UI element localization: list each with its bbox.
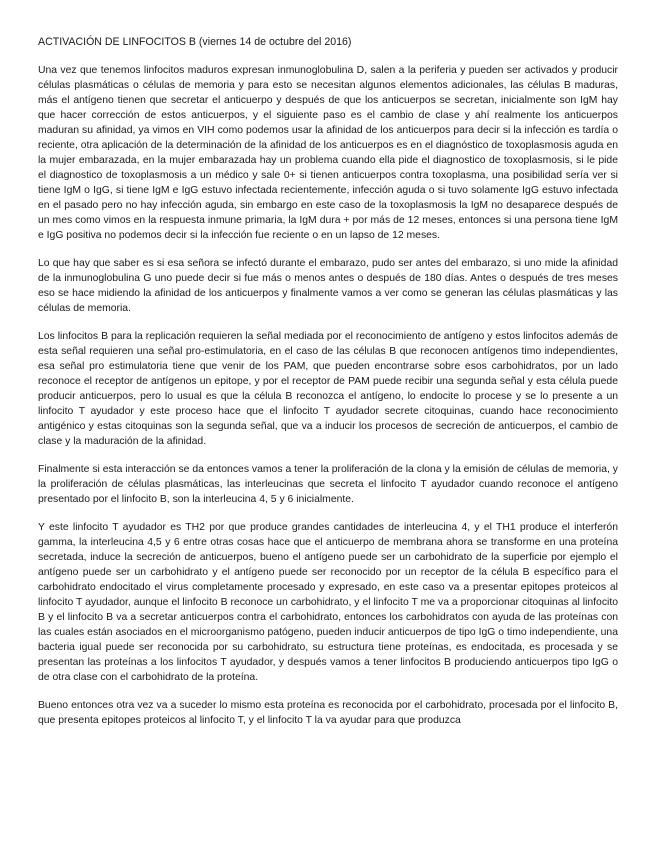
paragraph-3: Los linfocitos B para la replicación requieren la señal mediada por el reconocimiento de antígeno y estos linfocitos además de esta señal requieren una señal pro-estimulatoria, en el caso de las células B que reconocen antígenos timo independientes, esa señal pro estimulatoria tiene que venir de los PAM, que pueden encontrarse sobre esos carbohidratos, por un lado reconoce el receptor de antígenos un epitope, y por el receptor de PAM puede recibir una segunda señal y esta célula puede producir anticuerpos, pero lo usual es que la célula B reconozca el antígeno, lo endocite lo procese y se lo presente a un linfocito T ayudador y este proceso hace que el linfocito T ayudador secrete citoquinas, cuando hace reconocimiento antigénico y estas citoquinas son la segunda señal, que va a inducir los procesos de secreción de anticuerpos, el cambio de clase y la maduración de la afinidad. [38,331,618,447]
paragraph-4: Finalmente si esta interacción se da entonces vamos a tener la proliferación de la clona y la emisión de células de memoria, y la proliferación de células plasmáticas, las interleucinas que secreta el linfocito T ayudador cuando reconoce el antígeno presentado por el linfocito B, son la interleucina 4, 5 y 6 inicialmente. [38,464,618,505]
paragraph-6: Bueno entonces otra vez va a suceder lo mismo esta proteína es reconocida por el carbohidrato, procesada por el linfocito B, que presenta epitopes proteicos al linfocito T, y el linfocito T la va ayudar para que produzca [38,700,618,726]
document-title: ACTIVACIÓN DE LINFOCITOS B (viernes 14 de octubre del 2016) [38,36,352,48]
paragraph-2: Lo que hay que saber es si esa señora se infectó durante el embarazo, pudo ser antes del embarazo, si uno mide la afinidad de la inmunoglobulina G uno puede decir si fue más o menos antes o después de 180 días. Antes o después de tres meses eso se hace midiendo la afinidad de los anticuerpos y finalmente vamos a ver como se generan las células plasmáticas y las células de memoria. [38,258,618,314]
document-page [38,35,618,741]
paragraph-1: Una vez que tenemos linfocitos maduros expresan inmunoglobulina D, salen a la periferia y pueden ser activados y producir células plasmáticas o células de memoria y para esto se necesitan algunos elementos adicionales, las células B maduras, más el antígeno tienen que secretar el anticuerpo y después de que los anticuerpos se secretan, inicialmente son IgM hay que hacer corrección de estos anticuerpos, y el siguiente paso es el cambio de clase y ahí realmente los anticuerpos maduran su afinidad, ya vimos en VIH como podemos usar la afinidad de los anticuerpos para decir si la infección es tardía o reciente, otra aplicación de la determinación de la afinidad de los anticuerpos es en el diagnóstico de toxoplasmosis aguda en la mujer embarazada, en la mujer embarazada hay un problema cuando ella pide el diagnostico de toxoplasmosis, si le pide el diagnostico de toxoplasmosis a un médico y sale 0+ si tienen anticuerpos contra toxoplasma, una posibilidad sería ver si tiene IgM o IgG, si tiene IgM e IgG estuvo infectada recientemente, infección aguda o si tuvo solamente IgG estuvo infectada en el pasado pero no hay infección aguda, sin embargo en este caso de la toxoplasmosis la IgM no desaparece después de un mes como vimos en la respuesta inmune primaria, la IgM dura + por más de 12 meses, entonces si una persona tiene IgM e IgG positiva no podemos decir si la infección fue reciente o en un lapso de 12 meses. [38,65,618,241]
paragraph-5: Y este linfocito T ayudador es TH2 por que produce grandes cantidades de interleucina 4, y el TH1 produce el interferón gamma, la interleucina 4,5 y 6 entre otras cosas hace que el anticuerpo de membrana ahora se transforme en una proteína secretada, induce la secreción de anticuerpos, bueno el antígeno puede ser un carbohidrato de la superficie por ejemplo el antígeno puede ser un carbohidrato y el antígeno puede ser reconocido por un receptor de la célula B específico para el carbohidrato endocitado el virus completamente procesado y expresado, en este caso va a presentar epitopes proteicos al linfocito T ayudador, aunque el linfocito B reconoce un carbohidrato, y el linfocito T me va a proporcionar citoquinas al linfocito B y el linfocito B va a secretar anticuerpos contra el carbohidrato, entonces los carbohidratos con ayuda de las proteínas con las cuales están asociados en el microorganismo patógeno, pueden inducir anticuerpos de tipo IgG o timo independiente, una bacteria igual puede ser reconocida por su carbohidrato, su estructura tiene proteínas, es endocitada, es procesada y se presentan las proteínas a los linfocitos T ayudador, y después vamos a tener linfocitos B produciendo anticuerpos tipo IgG o de otra clase con el carbohidrato de la proteína. [38,522,618,683]
